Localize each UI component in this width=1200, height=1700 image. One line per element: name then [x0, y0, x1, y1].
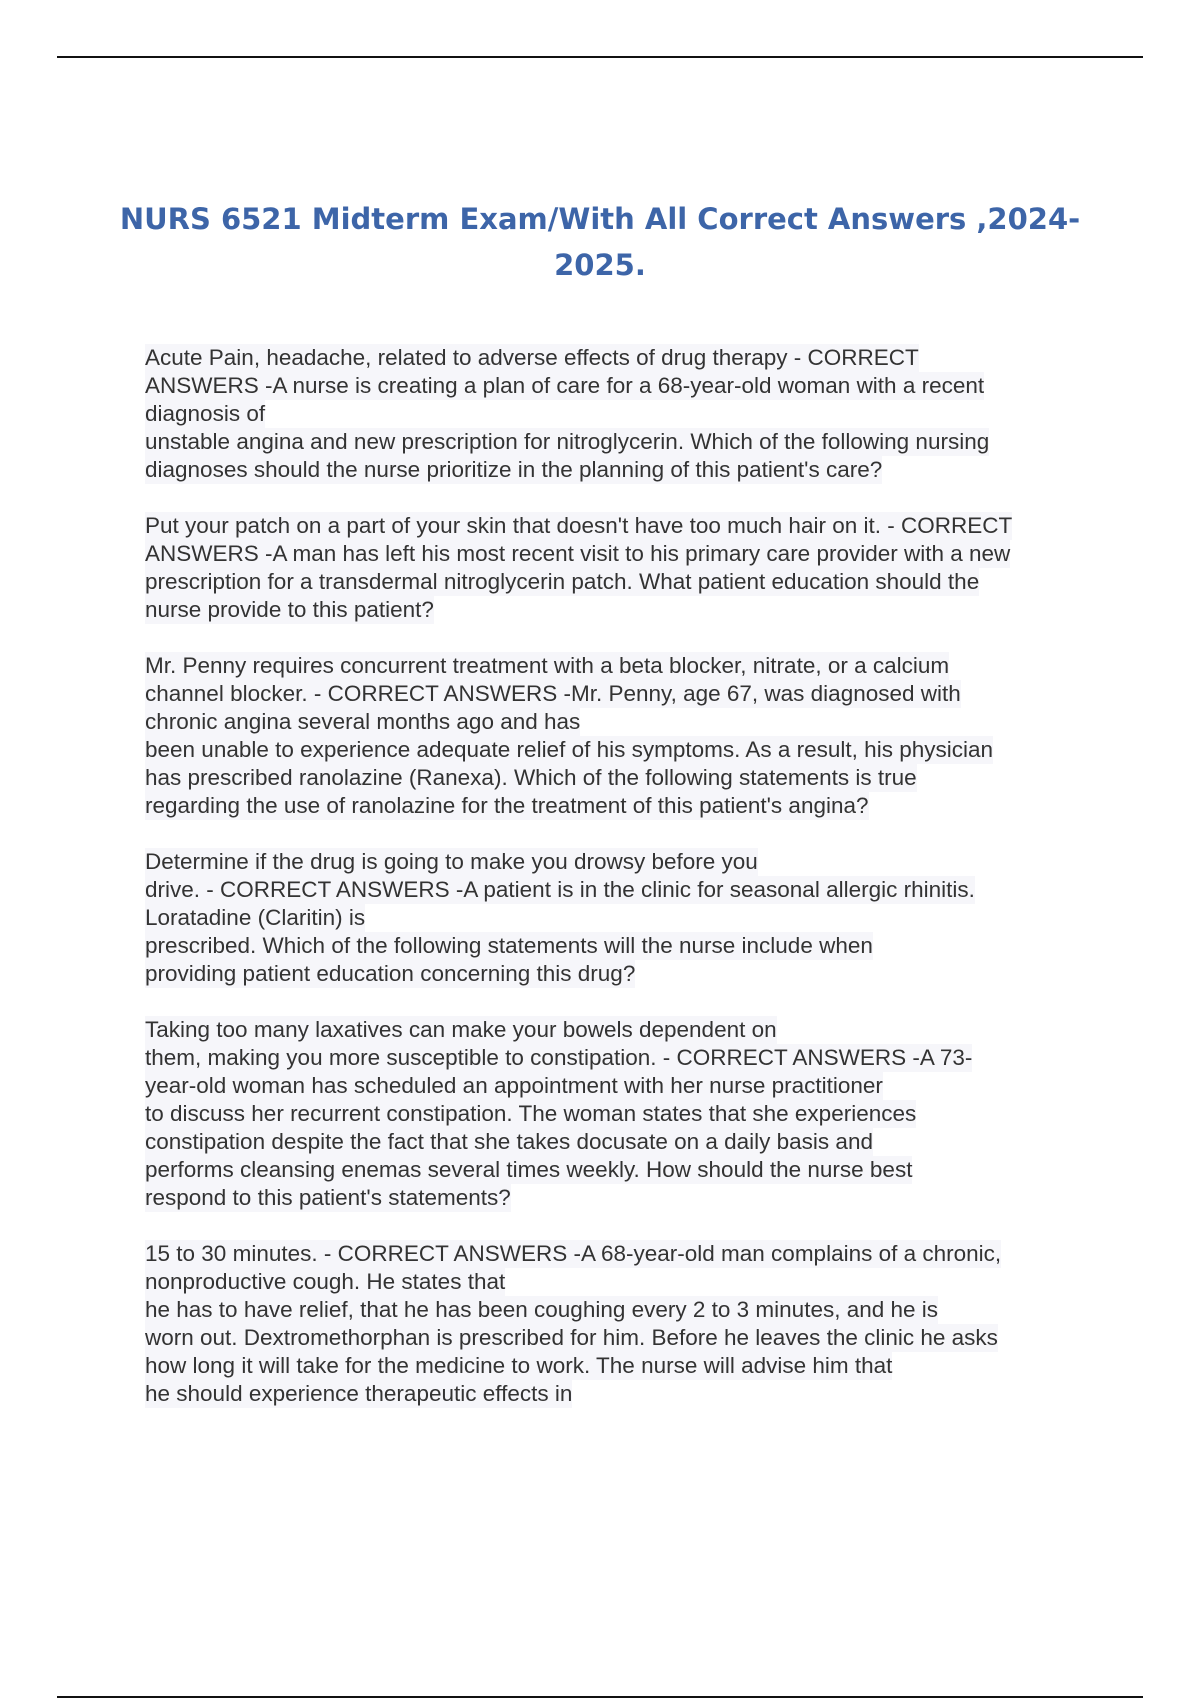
qa-entry-2 — [145, 512, 1105, 624]
document-body — [145, 344, 1105, 1436]
text-line: constipation despite the fact that she takes docusate on a daily basis and — [145, 1129, 873, 1154]
text-line: Loratadine (Claritin) is — [145, 905, 366, 930]
text-line: Mr. Penny requires concurrent treatment with a beta blocker, nitrate, or a calcium — [145, 653, 950, 678]
title-line-1: NURS 6521 Midterm Exam/With All Correct Answers ,2024- — [119, 202, 1081, 236]
text-line: Taking too many laxatives can make your bowels dependent on — [145, 1017, 777, 1042]
text-line: providing patient education concerning this drug? — [145, 961, 636, 986]
text-line: Put your patch on a part of your skin that doesn't have too much hair on it. - CORRECT — [145, 513, 1013, 538]
text-line: nurse provide to this patient? — [145, 597, 434, 622]
text-line: Determine if the drug is going to make you drowsy before you — [145, 849, 758, 874]
text-line: year-old woman has scheduled an appointment with her nurse practitioner — [145, 1073, 883, 1098]
text-line: chronic angina several months ago and has — [145, 709, 581, 734]
title-line-2: 2025. — [554, 248, 646, 282]
text-line: them, making you more susceptible to constipation. - CORRECT ANSWERS -A 73- — [145, 1045, 973, 1070]
text-line: been unable to experience adequate relief of his symptoms. As a result, his physician — [145, 737, 993, 762]
text-line: worn out. Dextromethorphan is prescribed for him. Before he leaves the clinic he asks — [145, 1325, 998, 1350]
text-line: how long it will take for the medicine to work. The nurse will advise him that — [145, 1353, 893, 1378]
text-line: prescription for a transdermal nitroglycerin patch. What patient education should the — [145, 569, 980, 594]
text-line: prescribed. Which of the following statements will the nurse include when — [145, 933, 873, 958]
text-line: ANSWERS -A nurse is creating a plan of care for a 68-year-old woman with a recent — [145, 373, 985, 398]
text-line: performs cleansing enemas several times weekly. How should the nurse best — [145, 1157, 913, 1182]
text-line: diagnoses should the nurse prioritize in the planning of this patient's care? — [145, 457, 883, 482]
text-line: respond to this patient's statements? — [145, 1185, 511, 1210]
qa-entry-1 — [145, 344, 1105, 484]
document-title — [100, 196, 1100, 288]
text-line: diagnosis of — [145, 401, 266, 426]
qa-entry-3 — [145, 652, 1105, 820]
text-line: unstable angina and new prescription for nitroglycerin. Which of the following nursing — [145, 429, 990, 454]
qa-entry-4 — [145, 848, 1105, 988]
bottom-rule — [57, 1696, 1143, 1698]
text-line: he has to have relief, that he has been coughing every 2 to 3 minutes, and he is — [145, 1297, 939, 1322]
text-line: drive. - CORRECT ANSWERS -A patient is in the clinic for seasonal allergic rhinitis. — [145, 877, 975, 902]
text-line: channel blocker. - CORRECT ANSWERS -Mr. Penny, age 67, was diagnosed with — [145, 681, 961, 706]
text-line: to discuss her recurrent constipation. The woman states that she experiences — [145, 1101, 917, 1126]
text-line: Acute Pain, headache, related to adverse effects of drug therapy - CORRECT — [145, 345, 919, 370]
text-line: nonproductive cough. He states that — [145, 1269, 506, 1294]
top-rule — [57, 56, 1143, 58]
qa-entry-5 — [145, 1016, 1105, 1212]
text-line: regarding the use of ranolazine for the treatment of this patient's angina? — [145, 793, 869, 818]
text-line: ANSWERS -A man has left his most recent visit to his primary care provider with a new — [145, 541, 1011, 566]
text-line: he should experience therapeutic effects in — [145, 1381, 573, 1406]
qa-entry-6 — [145, 1240, 1105, 1408]
text-line: has prescribed ranolazine (Ranexa). Which of the following statements is true — [145, 765, 917, 790]
text-line: 15 to 30 minutes. - CORRECT ANSWERS -A 68-year-old man complains of a chronic, — [145, 1241, 1002, 1266]
